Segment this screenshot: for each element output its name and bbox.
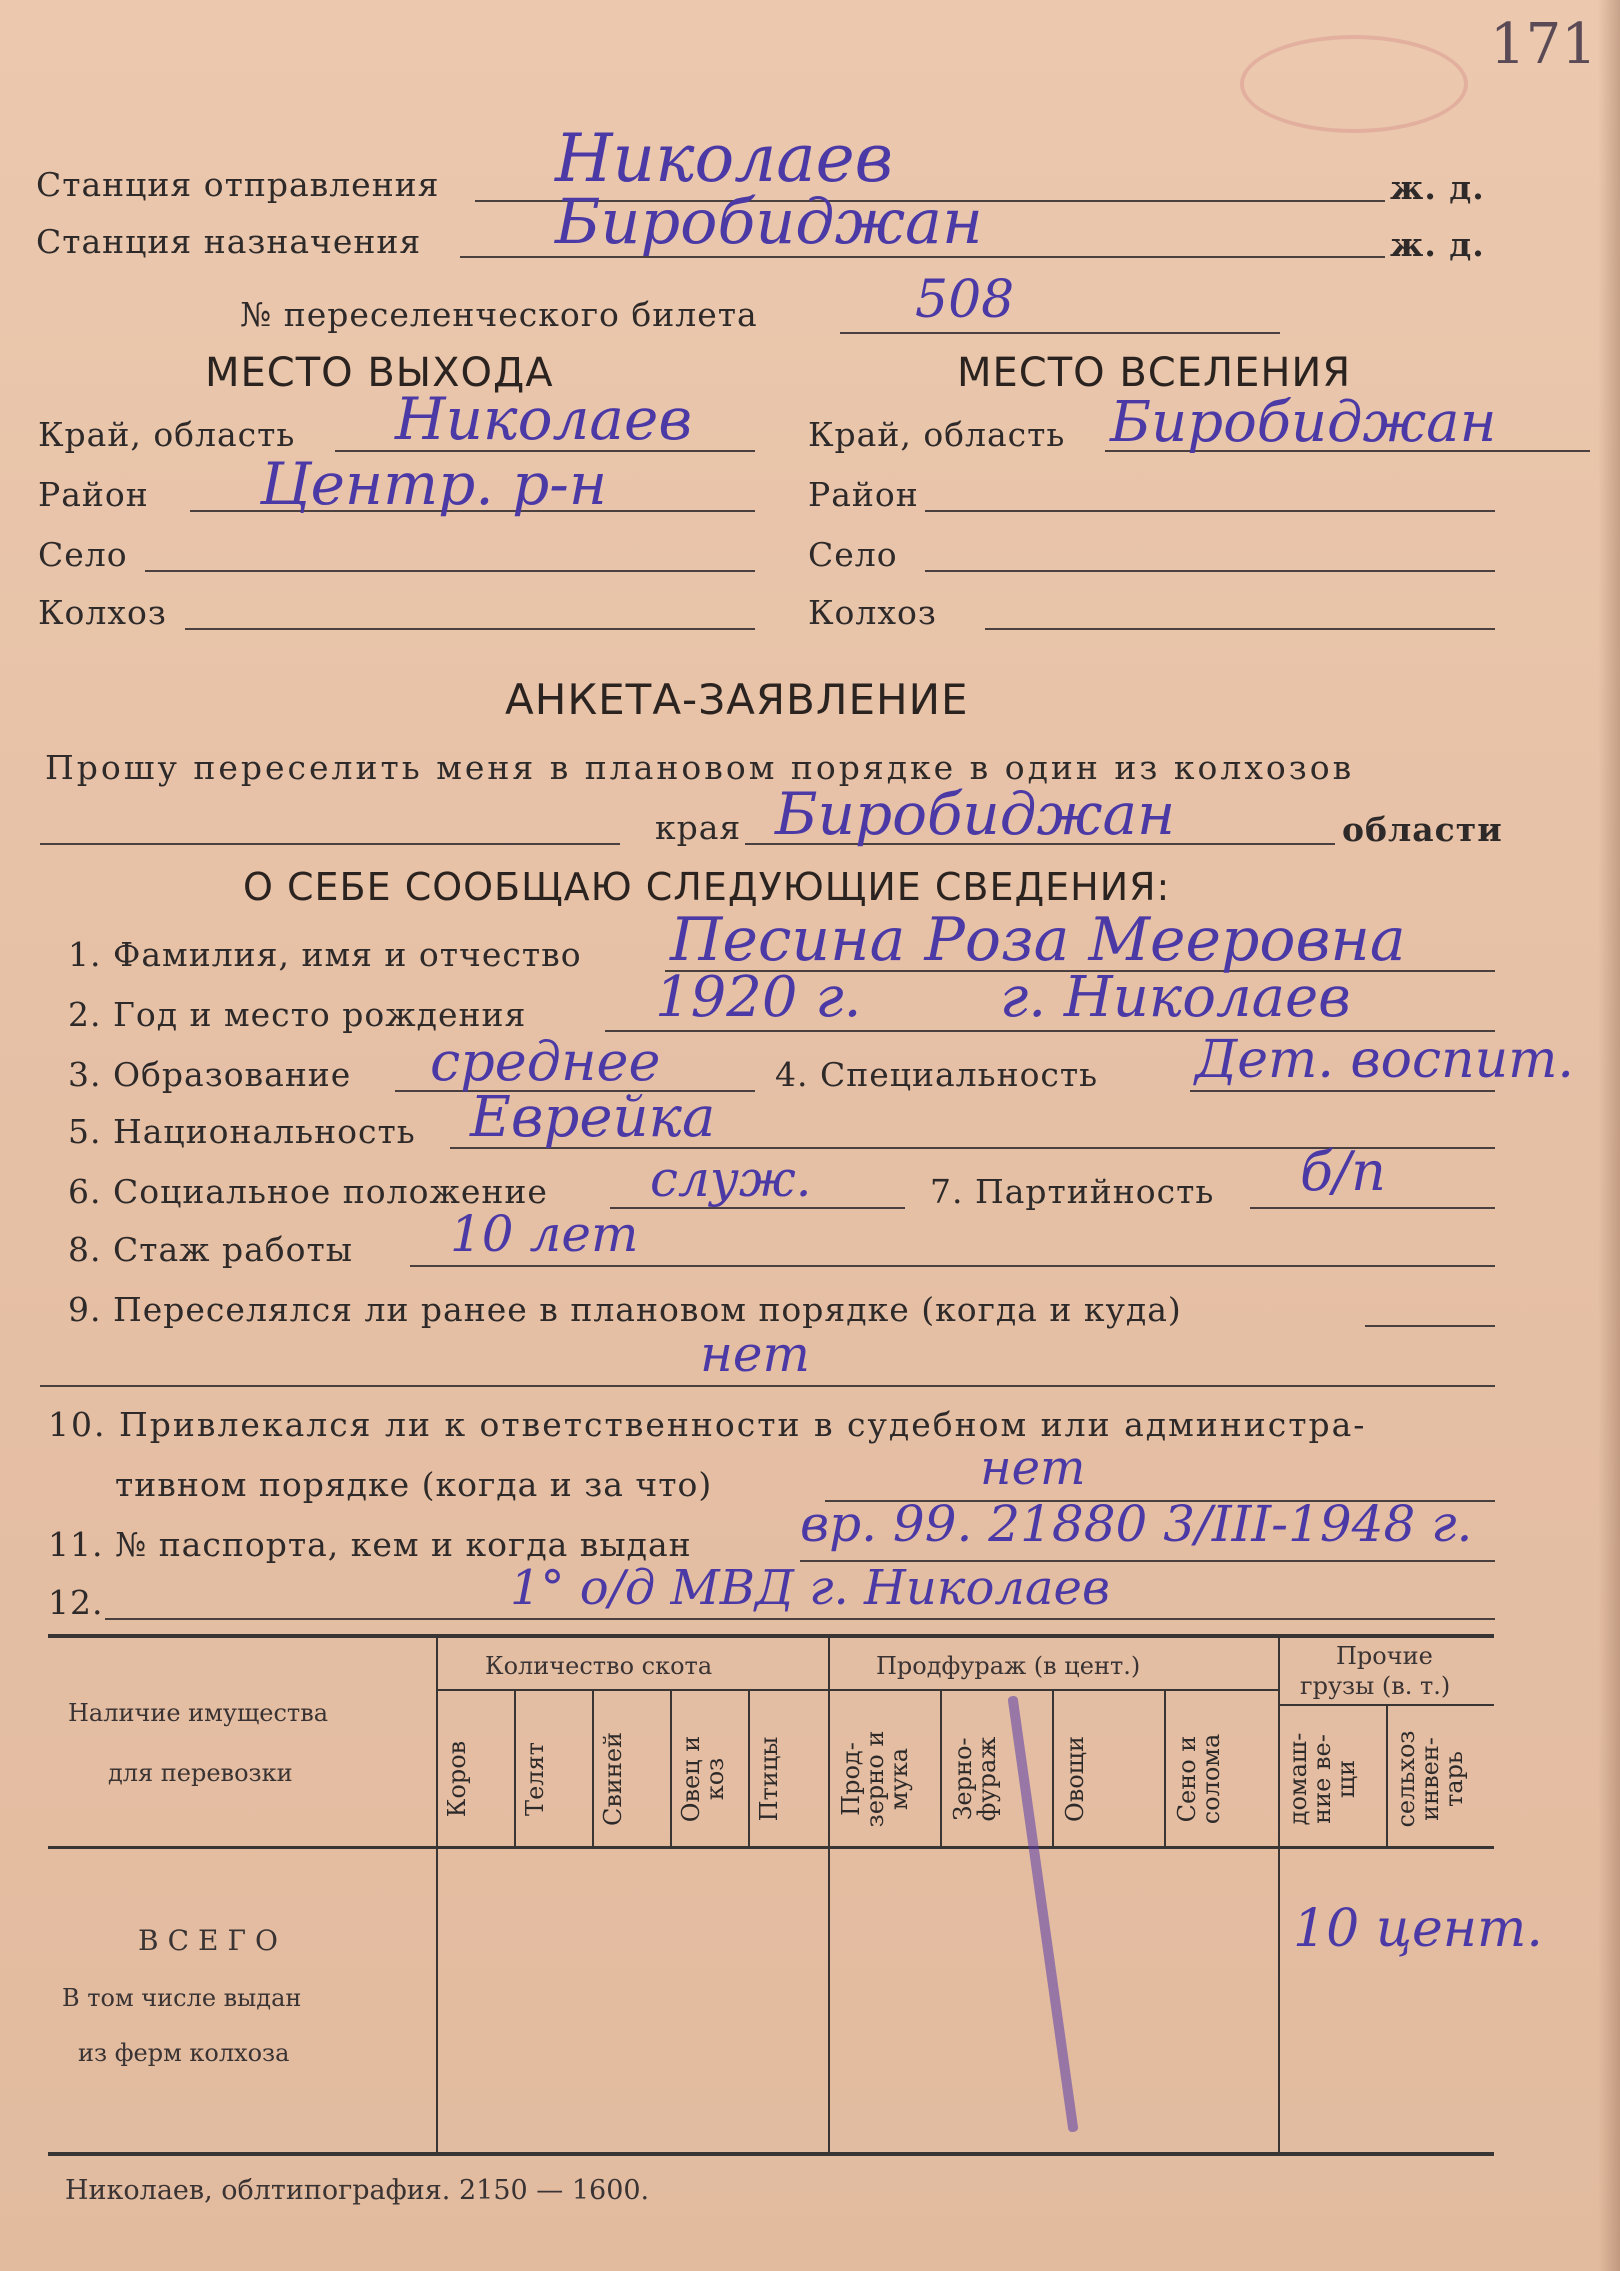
col-hay-label: Сено и солома bbox=[1173, 1733, 1225, 1825]
col-divider-3 bbox=[592, 1689, 594, 1846]
livestock-group-label: Количество скота bbox=[485, 1652, 713, 1680]
settle-kolkhoz-line bbox=[985, 628, 1495, 630]
q11-label: 11. № паспорта, кем и когда выдан bbox=[48, 1525, 692, 1564]
form-title: АНКЕТА-ЗАЯВЛЕНИЕ bbox=[505, 675, 969, 724]
departure-value: Николаев bbox=[555, 120, 894, 197]
col-divider-9 bbox=[1164, 1689, 1166, 1846]
q8-line bbox=[410, 1265, 1495, 1267]
q3-value: среднее bbox=[430, 1030, 661, 1093]
q9-line-a bbox=[1365, 1325, 1495, 1327]
exit-district-label: Район bbox=[38, 475, 149, 514]
exit-region-value: Николаев bbox=[395, 385, 693, 453]
col-pigs-label: Свиней bbox=[599, 1731, 627, 1827]
exit-kolkhoz-label: Колхоз bbox=[38, 593, 167, 632]
table-left-header-1: Наличие имущества bbox=[68, 1699, 329, 1727]
table-bottom-rule bbox=[48, 2152, 1494, 2156]
q9-line-b bbox=[40, 1385, 1495, 1387]
settle-district-line bbox=[925, 510, 1495, 512]
col-divider-2 bbox=[514, 1689, 516, 1846]
request-kray-value: Биробиджан bbox=[775, 780, 1176, 848]
q7-label: 7. Партийность bbox=[930, 1172, 1215, 1211]
livestock-group-rule bbox=[438, 1689, 828, 1691]
exit-region-label: Край, область bbox=[38, 415, 296, 454]
col-divider-other bbox=[1278, 1634, 1280, 2152]
fodder-group-label: Продфураж (в цент.) bbox=[876, 1652, 1141, 1680]
q9-value: нет bbox=[700, 1325, 810, 1383]
col-divider-5 bbox=[748, 1689, 750, 1846]
col-divider-4 bbox=[670, 1689, 672, 1846]
col-calves-label: Телят bbox=[521, 1742, 549, 1816]
request-kray-label: края bbox=[655, 808, 742, 847]
settle-district-label: Район bbox=[808, 475, 919, 514]
q8-value: 10 лет bbox=[450, 1205, 639, 1263]
col-farm-tools-label: сельхоз инвен- тарь bbox=[1392, 1730, 1468, 1828]
q7-line bbox=[1250, 1207, 1495, 1209]
property-table bbox=[48, 1634, 1543, 2160]
q1-label: 1. Фамилия, имя и отчество bbox=[68, 935, 582, 974]
destination-label: Станция назначения bbox=[36, 222, 422, 261]
q6-value: служ. bbox=[650, 1150, 812, 1208]
settle-kolkhoz-label: Колхоз bbox=[808, 593, 937, 632]
exit-place-title: МЕСТО ВЫХОДА bbox=[205, 350, 554, 396]
settle-region-value: Биробиджан bbox=[1110, 390, 1497, 455]
q10-label-2: тивном порядке (когда и за что) bbox=[115, 1465, 713, 1504]
rail-suffix-1: ж. д. bbox=[1390, 168, 1485, 207]
settle-village-line bbox=[925, 570, 1495, 572]
q12-line bbox=[105, 1618, 1495, 1620]
page-edge-shadow bbox=[1598, 0, 1620, 2271]
col-sheep-label: Овец и коз bbox=[677, 1735, 729, 1823]
q10-label-1: 10. Привлекался ли к ответственности в судебном или администра- bbox=[48, 1405, 1367, 1444]
settle-region-label: Край, область bbox=[808, 415, 1066, 454]
q4-line bbox=[1190, 1090, 1495, 1092]
col-fodder-label: Зерно- фураж bbox=[949, 1736, 1001, 1822]
q10-value: нет bbox=[980, 1440, 1086, 1496]
q5-label: 5. Национальность bbox=[68, 1112, 416, 1151]
row-incl-label-2: из ферм колхоза bbox=[78, 2039, 290, 2067]
settle-place-title: МЕСТО ВСЕЛЕНИЯ bbox=[957, 350, 1352, 396]
archive-number: 171 bbox=[1490, 12, 1597, 77]
other-group-label-1: Прочие bbox=[1336, 1642, 1433, 1670]
col-divider-11 bbox=[1386, 1704, 1388, 1846]
q12-label: 12. bbox=[48, 1583, 104, 1622]
info-title: О СЕБЕ СООБЩАЮ СЛЕДУЮЩИЕ СВЕДЕНИЯ: bbox=[243, 865, 1171, 909]
q12-value: 1° о/д МВД г. Николаев bbox=[510, 1560, 1110, 1616]
ticket-label: № переселенческого билета bbox=[240, 295, 758, 334]
q4-label: 4. Специальность bbox=[775, 1055, 1099, 1094]
q11-value: вр. 99. 21880 3/III-1948 г. bbox=[800, 1495, 1473, 1553]
settle-village-label: Село bbox=[808, 535, 898, 574]
request-blank-line bbox=[40, 843, 620, 845]
exit-village-line bbox=[145, 570, 755, 572]
q3-label: 3. Образование bbox=[68, 1055, 352, 1094]
total-household-value: 10 цент. bbox=[1293, 1899, 1543, 1959]
q2-value-year: 1920 г. bbox=[655, 965, 862, 1030]
col-household-label: домаш- ние ве- щи bbox=[1284, 1732, 1360, 1826]
row-incl-label-1: В том числе выдан bbox=[62, 1984, 302, 2012]
col-divider-8 bbox=[1052, 1689, 1054, 1846]
destination-value: Биробиджан bbox=[555, 185, 983, 258]
q4-value: Дет. воспит. bbox=[1195, 1030, 1574, 1090]
q9-label: 9. Переселялся ли ранее в плановом порядке (когда и куда) bbox=[68, 1290, 1182, 1329]
col-divider-left bbox=[436, 1634, 438, 2152]
exit-village-label: Село bbox=[38, 535, 128, 574]
table-left-header-2: для перевозки bbox=[108, 1759, 293, 1787]
departure-label: Станция отправления bbox=[36, 165, 440, 204]
q1-value: Песина Роза Мееровна bbox=[670, 905, 1406, 975]
q5-value: Еврейка bbox=[470, 1085, 716, 1150]
q2-label: 2. Год и место рождения bbox=[68, 995, 527, 1034]
other-group-label-2: грузы (в. т.) bbox=[1300, 1672, 1451, 1700]
col-grain-label: Прод- зерно и мука bbox=[837, 1730, 913, 1828]
q8-label: 8. Стаж работы bbox=[68, 1230, 354, 1269]
col-vegetables-label: Овощи bbox=[1061, 1736, 1089, 1822]
col-poultry-label: Птицы bbox=[755, 1736, 783, 1822]
row-total-label: ВСЕГО bbox=[138, 1924, 287, 1957]
q2-value-place: г. Николаев bbox=[1000, 965, 1351, 1030]
faded-stamp-icon bbox=[1240, 35, 1468, 133]
col-divider-fodder bbox=[828, 1634, 830, 2152]
footer-imprint: Николаев, облтипография. 2150 — 1600. bbox=[65, 2175, 650, 2206]
ticket-line bbox=[840, 332, 1280, 334]
exit-district-value: Центр. р-н bbox=[260, 450, 608, 518]
request-line-1: Прошу переселить меня в плановом порядке в один из колхозов bbox=[45, 748, 1355, 787]
col-cows-label: Коров bbox=[443, 1740, 471, 1818]
q6-label: 6. Социальное положение bbox=[68, 1172, 548, 1211]
exit-kolkhoz-line bbox=[185, 628, 755, 630]
request-oblast-label: области bbox=[1342, 810, 1503, 849]
rail-suffix-2: ж. д. bbox=[1390, 225, 1485, 264]
ticket-value: 508 bbox=[915, 270, 1015, 330]
col-divider-7 bbox=[940, 1689, 942, 1846]
q7-value: б/п bbox=[1300, 1140, 1386, 1203]
